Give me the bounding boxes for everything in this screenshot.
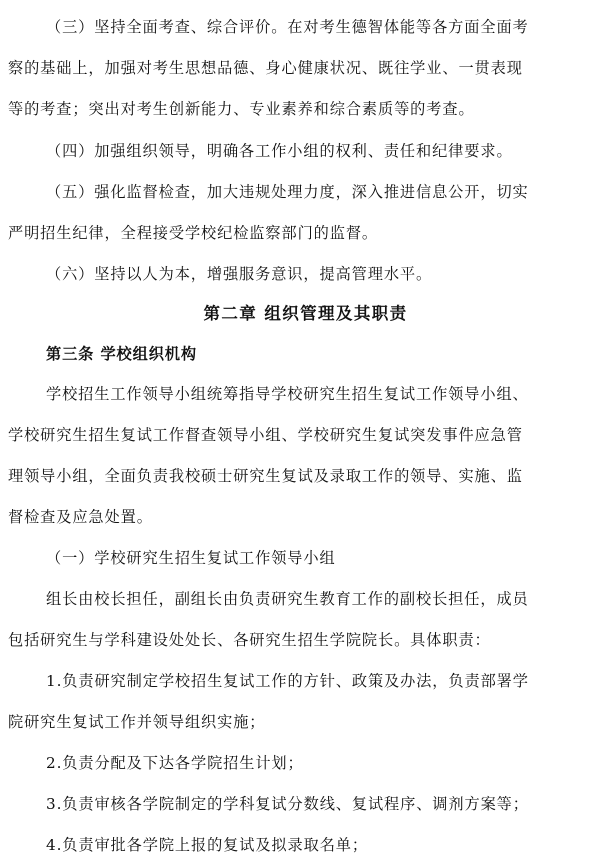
item1-line2: 院研究生复试工作并领导组织实施； bbox=[8, 713, 266, 731]
section4-line1: （四）加强组织领导，明确各工作小组的权利、责任和纪律要求。 bbox=[46, 142, 513, 160]
article3-para1-line3: 理领导小组，全面负责我校硕士研究生复试及录取工作的领导、实施、监 bbox=[8, 467, 523, 485]
item4: 4.负责审批各学院上报的复试及拟录取名单； bbox=[46, 836, 368, 854]
section3-line1: （三）坚持全面考查、综合评价。在对考生德智体能等各方面全面考 bbox=[46, 18, 529, 36]
article3-para1-line2: 学校研究生招生复试工作督查领导小组、学校研究生复试突发事件应急管 bbox=[8, 426, 523, 444]
article-title: 第三条 学校组织机构 bbox=[46, 345, 197, 363]
chapter-heading: 第二章 组织管理及其职责 bbox=[203, 304, 408, 323]
section5-line1: （五）强化监督检查，加大违规处理力度，深入推进信息公开，切实 bbox=[46, 183, 529, 201]
item3: 3.负责审核各学院制定的学科复试分数线、复试程序、调剂方案等； bbox=[46, 795, 529, 813]
article3-para1-line4: 督检查及应急处置。 bbox=[8, 508, 153, 526]
item2: 2.负责分配及下达各学院招生计划； bbox=[46, 754, 304, 772]
item1-line1: 1.负责研究制定学校招生复试工作的方针、政策及办法，负责部署学 bbox=[46, 672, 529, 690]
article3-para2-line2: 包括研究生与学科建设处处长、各研究生招生学院院长。具体职责： bbox=[8, 631, 491, 649]
section5-line2: 严明招生纪律，全程接受学校纪检监察部门的监督。 bbox=[8, 224, 379, 242]
subsection-title: （一）学校研究生招生复试工作领导小组 bbox=[46, 549, 336, 567]
article3-para1-line1: 学校招生工作领导小组统筹指导学校研究生招生复试工作领导小组、 bbox=[46, 385, 529, 403]
article3-para2-line1: 组长由校长担任，副组长由负责研究生教育工作的副校长担任，成员 bbox=[46, 590, 529, 608]
section6-line1: （六）坚持以人为本，增强服务意识，提高管理水平。 bbox=[46, 265, 433, 283]
section3-line3: 等的考查；突出对考生创新能力、专业素养和综合素质等的考查。 bbox=[8, 100, 475, 118]
section3-line2: 察的基础上，加强对考生思想品德、身心健康状况、既往学业、一贯表现 bbox=[8, 59, 523, 77]
